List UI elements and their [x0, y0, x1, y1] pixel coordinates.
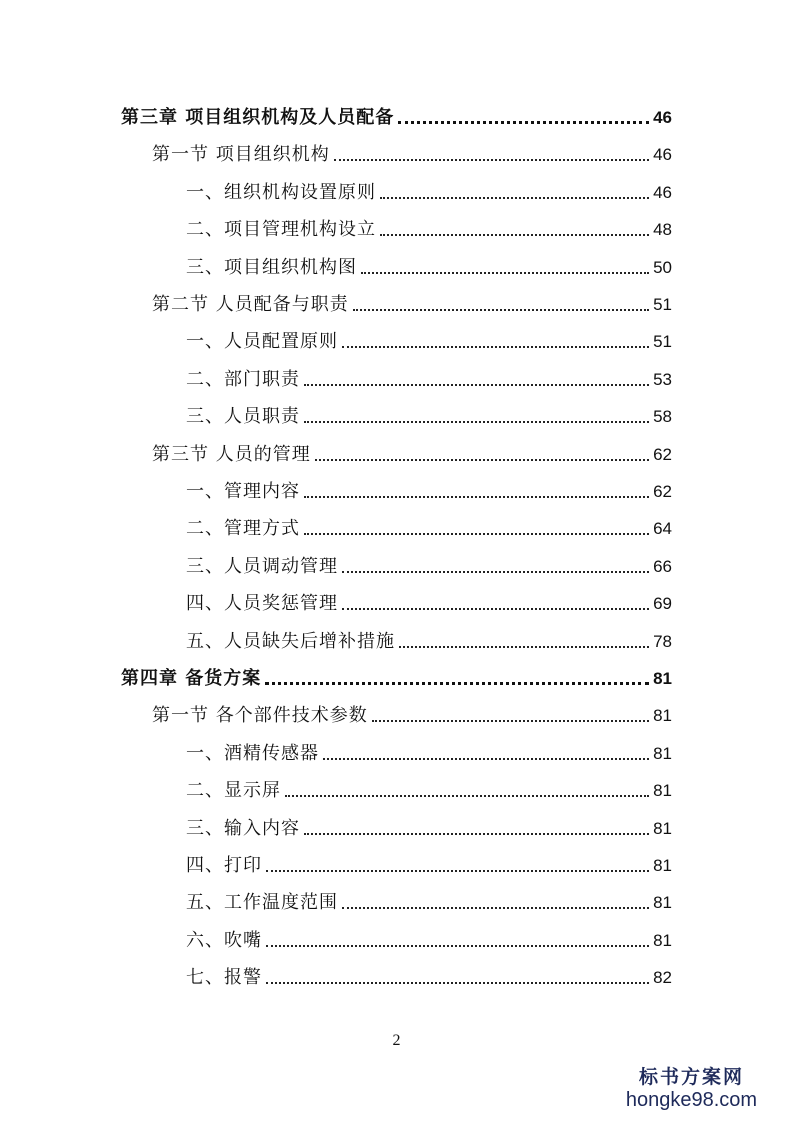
toc-dot-leader [315, 459, 649, 461]
toc-entry-page: 62 [653, 482, 672, 501]
toc-entry-label: 一、管理内容 [186, 481, 300, 502]
toc-entry-page: 46 [653, 145, 672, 165]
toc-entry-page: 69 [653, 594, 672, 614]
toc-entry-page: 64 [653, 519, 672, 539]
toc-dot-leader [334, 159, 649, 161]
toc-dot-leader [372, 720, 649, 722]
toc-entry-page: 46 [653, 182, 672, 202]
toc-dot-leader [380, 234, 649, 236]
toc-entry-page: 53 [653, 369, 672, 389]
toc-dot-leader [361, 272, 649, 274]
toc-entry-item[interactable] [186, 923, 672, 953]
toc-dot-leader [285, 795, 649, 797]
watermark-logo [604, 1066, 779, 1114]
toc-entry-label: 第三节 人员的管理 [152, 443, 311, 465]
toc-entry-page: 81 [653, 669, 672, 688]
toc-entry-page: 81 [653, 856, 672, 875]
toc-entry-page: 82 [653, 968, 672, 988]
toc-entry-item[interactable] [186, 362, 672, 392]
toc-entry-page: 51 [653, 332, 672, 352]
toc-dot-leader [304, 533, 649, 535]
toc-entry-page: 81 [653, 893, 672, 913]
toc-dot-leader [342, 346, 649, 348]
toc-entry-item[interactable] [186, 212, 672, 242]
toc-dot-leader [399, 646, 649, 648]
toc-entry-page: 81 [653, 743, 672, 763]
page-number: 2 [392, 1032, 401, 1049]
toc-entry-page: 62 [653, 444, 672, 464]
toc-entry-label: 四、人员奖惩管理 [186, 593, 338, 615]
toc-entry-section[interactable] [152, 287, 672, 317]
toc-entry-item[interactable] [186, 960, 672, 990]
toc-entry-item[interactable] [186, 549, 672, 579]
toc-entry-label: 五、工作温度范围 [186, 892, 338, 914]
toc-entry-item[interactable] [186, 511, 672, 541]
toc-entry-label: 第二节 人员配备与职责 [152, 294, 349, 315]
toc-entry-label: 二、部门职责 [186, 368, 300, 390]
toc-dot-leader [265, 682, 649, 685]
toc-entry-label: 五、人员缺失后增补措施 [186, 630, 395, 652]
toc-dot-leader [342, 907, 649, 909]
toc-dot-leader [353, 309, 649, 311]
watermark-url: hongke98.com [625, 1089, 758, 1111]
toc-entry-section[interactable] [152, 137, 672, 167]
toc-entry-section[interactable] [152, 437, 672, 467]
toc-entry-label: 一、酒精传感器 [186, 742, 319, 764]
toc-entry-chapter[interactable] [121, 100, 672, 130]
toc-entry-page: 46 [653, 108, 672, 127]
toc-entry-label: 二、项目管理机构设立 [186, 219, 376, 241]
toc-dot-leader [342, 608, 649, 610]
toc-entry-page: 50 [653, 257, 672, 277]
toc-entry-item[interactable] [186, 250, 672, 280]
toc-entry-item[interactable] [186, 885, 672, 915]
toc-dot-leader [266, 982, 649, 984]
toc-dot-leader [266, 870, 649, 872]
toc-entry-label: 三、人员调动管理 [186, 555, 338, 577]
toc-entry-item[interactable] [186, 474, 672, 504]
toc-entry-item[interactable] [186, 324, 672, 354]
toc-entry-label: 三、项目组织机构图 [186, 256, 357, 278]
toc-entry-item[interactable] [186, 624, 672, 654]
toc-entry-label: 四、打印 [186, 855, 262, 876]
toc-entry-page: 48 [653, 220, 672, 240]
toc-entry-item[interactable] [186, 175, 672, 205]
toc-dot-leader [266, 945, 649, 947]
toc-entry-page: 78 [653, 631, 672, 651]
toc-entry-page: 81 [653, 818, 672, 838]
toc-entry-label: 二、显示屏 [186, 780, 281, 802]
toc-entry-page: 66 [653, 556, 672, 576]
toc-entry-label: 第四章 备货方案 [121, 668, 262, 689]
toc-entry-label: 第一节 项目组织机构 [152, 144, 330, 166]
toc-entry-label: 第一节 各个部件技术参数 [152, 705, 368, 727]
toc-entry-item[interactable] [186, 773, 672, 803]
toc-entry-item[interactable] [186, 586, 672, 616]
toc-entry-page: 81 [653, 930, 672, 950]
toc-dot-leader [304, 384, 649, 386]
toc-entry-label: 七、报警 [186, 967, 262, 989]
toc-entry-chapter[interactable] [121, 661, 672, 691]
toc-entry-page: 58 [653, 407, 672, 427]
toc-entry-page: 51 [653, 295, 672, 314]
toc-entry-label: 一、人员配置原则 [186, 331, 338, 353]
toc-dot-leader [342, 571, 649, 573]
toc-entry-label: 三、人员职责 [186, 406, 300, 428]
toc-entry-label: 六、吹嘴 [186, 929, 262, 951]
toc-entry-page: 81 [653, 706, 672, 726]
toc-entry-label: 三、输入内容 [186, 817, 300, 839]
toc-entry-label: 第三章 项目组织机构及人员配备 [121, 107, 395, 128]
toc-entry-item[interactable] [186, 736, 672, 766]
toc-entry-page: 81 [653, 781, 672, 801]
toc-dot-leader [304, 421, 649, 423]
toc-entry-item[interactable] [186, 399, 672, 429]
toc-dot-leader [398, 121, 649, 124]
toc-entry-item[interactable] [186, 811, 672, 841]
toc-dot-leader [380, 197, 649, 199]
toc-entry-item[interactable] [186, 848, 672, 878]
toc-dot-leader [304, 496, 649, 498]
watermark-name: 标书方案网 [638, 1066, 744, 1088]
toc-dot-leader [304, 833, 649, 835]
toc-entry-label: 二、管理方式 [186, 518, 300, 540]
toc-entry-section[interactable] [152, 698, 672, 728]
toc-dot-leader [323, 758, 649, 760]
toc-entry-label: 一、组织机构设置原则 [186, 181, 376, 203]
